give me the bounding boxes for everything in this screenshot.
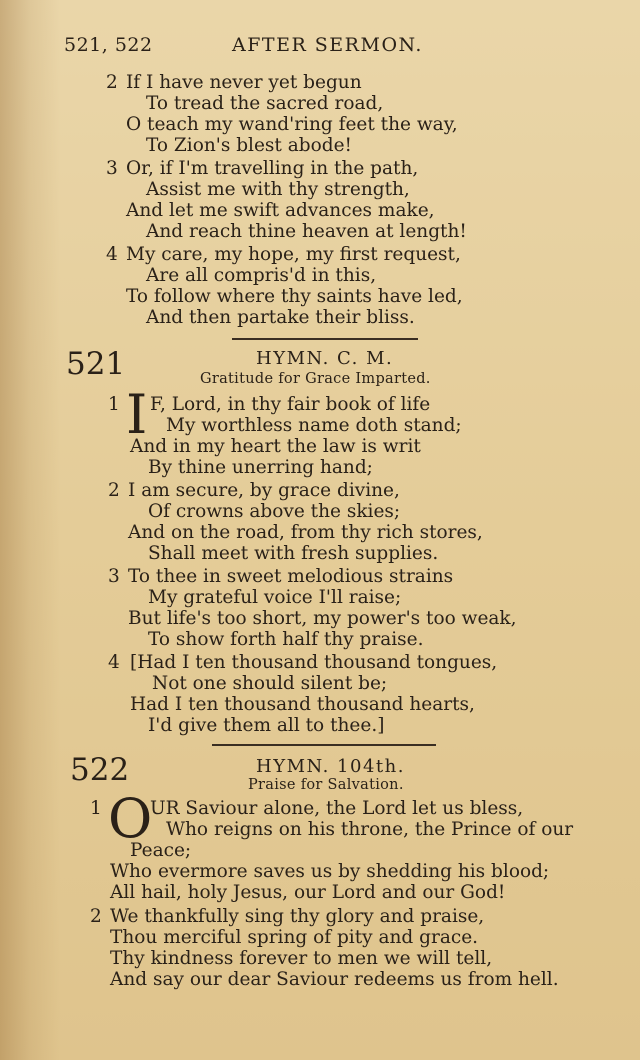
hymn-title: HYMN. C. M. (256, 348, 394, 369)
drop-cap: I (126, 383, 148, 446)
section-divider (212, 744, 436, 746)
stanza-number: 2 (106, 72, 118, 93)
hymn-subtitle: Gratitude for Grace Imparted. (200, 371, 431, 387)
hymn-line: Who reigns on his throne, the Prince of our (166, 819, 574, 840)
hymn-number: 521 (66, 346, 126, 382)
drop-cap: O (108, 787, 153, 850)
hymn-line: By thine unerring hand; (148, 457, 373, 478)
hymn-line: And say our dear Saviour redeems us from hell. (110, 969, 559, 990)
hymn-line: Not one should silent be; (152, 673, 388, 694)
hymn-line: My grateful voice I'll raise; (148, 587, 402, 608)
hymn-line: Peace; (130, 840, 192, 861)
hymn-line: If I have never yet begun (126, 72, 362, 93)
running-title: AFTER SERMON. (232, 34, 423, 56)
hymn-line: F, Lord, in thy fair book of life (150, 394, 431, 415)
hymn-line: Shall meet with fresh supplies. (148, 543, 439, 564)
hymn-line: And then partake their bliss. (146, 307, 415, 328)
hymn-line: But life's too short, my power's too weak, (128, 608, 517, 629)
hymn-line: To show forth half thy praise. (148, 629, 424, 650)
hymn-line: To tread the sacred road, (146, 93, 384, 114)
stanza-number: 3 (108, 566, 120, 587)
hymn-line: All hail, holy Jesus, our Lord and our God! (110, 882, 506, 903)
hymn-subtitle: Praise for Salvation. (248, 777, 404, 793)
hymn-line: To Zion's blest abode! (146, 135, 352, 156)
hymn-line: My worthless name doth stand; (166, 415, 462, 436)
hymn-line: And on the road, from thy rich stores, (128, 522, 483, 543)
hymn-line: To thee in sweet melodious strains (128, 566, 454, 587)
stanza-number: 3 (106, 158, 118, 179)
hymn-line: We thankfully sing thy glory and praise, (110, 906, 485, 927)
hymn-line: Who evermore saves us by shedding his blood; (110, 861, 550, 882)
hymn-line: Thy kindness forever to men we will tell, (110, 948, 493, 969)
stanza-number: 2 (90, 906, 102, 927)
page-numbers: 521, 522 (64, 34, 153, 56)
hymn-line: Assist me with thy strength, (146, 179, 410, 200)
hymn-line: O teach my wand'ring feet the way, (126, 114, 458, 135)
hymn-line: Thou merciful spring of pity and grace. (110, 927, 479, 948)
stanza-number: 2 (108, 480, 120, 501)
hymn-line: Are all compris'd in this, (146, 265, 377, 286)
hymn-line: I'd give them all to thee.] (148, 715, 385, 736)
hymn-line: [Had I ten thousand thousand tongues, (130, 652, 498, 673)
hymn-line: I am secure, by grace divine, (128, 480, 400, 501)
hymn-line: And let me swift advances make, (126, 200, 435, 221)
hymn-line: Or, if I'm travelling in the path, (126, 158, 419, 179)
stanza-number: 4 (108, 652, 120, 673)
hymn-line: And in my heart the law is writ (130, 436, 421, 457)
hymn-line: Of crowns above the skies; (148, 501, 401, 522)
hymn-title: HYMN. 104th. (256, 756, 405, 777)
stanza-number: 1 (108, 394, 120, 415)
section-divider (232, 338, 418, 340)
hymn-number: 522 (70, 752, 130, 788)
hymn-line: My care, my hope, my first request, (126, 244, 461, 265)
stanza-number: 4 (106, 244, 118, 265)
hymn-line: UR Saviour alone, the Lord let us bless, (150, 798, 524, 819)
stanza-number: 1 (90, 798, 102, 819)
hymn-line: To follow where thy saints have led, (126, 286, 463, 307)
hymn-line: Had I ten thousand thousand hearts, (130, 694, 475, 715)
hymn-line: And reach thine heaven at length! (146, 221, 467, 242)
